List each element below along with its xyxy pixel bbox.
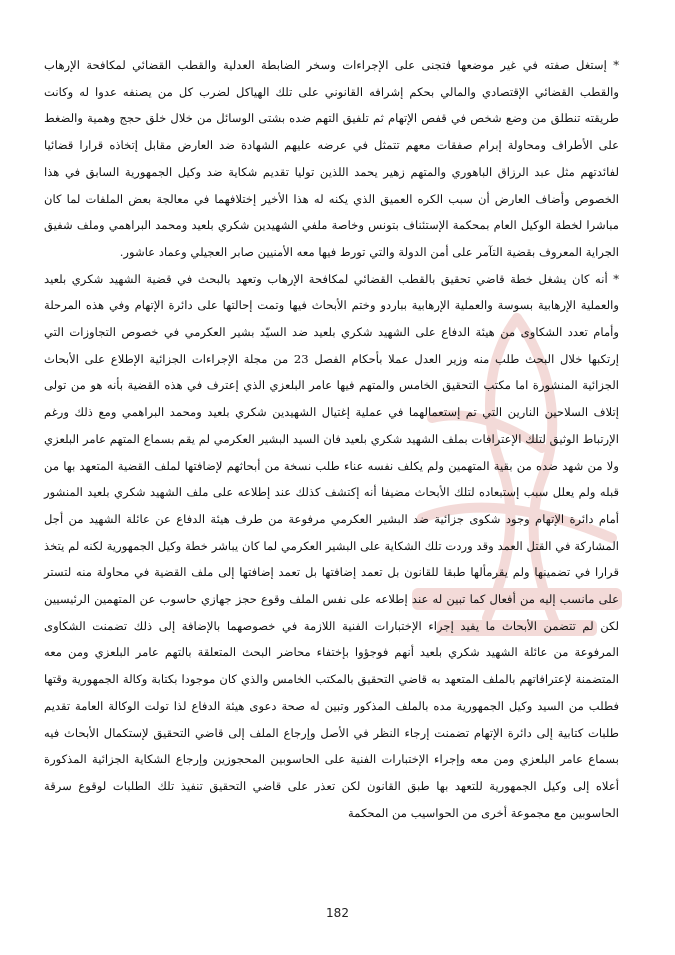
paragraph-1: * إستغل صفته في غير موضعها فتجنى على الإجراءات وسخر الضابطة العدلية والقطب القضائي لمكافحة الإرهاب والقطب القضائي الإقتصادي والمالي بحكم إشرافه القانوني على تلك الهياكل لضرب كل من يصنفه عدوا له وكانت طريقته تنطلق من وضع شخص في قفص الإتهام ثم تلفيق التهم ضده بشتى الوسائل من خلال خلق حجج وهمية والضغط على الأطراف ومحاولة إبرام صفقات معهم تتمثل في عرضه عليهم الشهادة ضد العارض مقابل إتخاذه قرارا قضائيا لفائدتهم مثل عبد الرزاق الباهوري والمتهم زهير يحمد اللذين توليا تقديم شكاية ضد وكيل الجمهورية السابق في هذا الخصوص وأضاف العارض أن سبب الكره العميق الذي يكنه له هذا الأخير إختلافهما في معالجة بعض الملفات لما كان مباشرا لخطة الوكيل العام بمحكمة الإستئناف بتونس وخاصة ملفي الشهيدين شكري بلعيد ومحمد البراهمي وملف شفيق الجراية المعروف بقضية التآمر على أمن الدولة والتي تورط فيها معه الأمنيين صابر العجيلي وعماد عاشور. <box>44 58 619 259</box>
page-number: 182 <box>326 906 349 920</box>
paragraph-2: * أنه كان يشغل خطة قاضي تحقيق بالقطب القضائي لمكافحة الإرهاب وتعهد بالبحث في قضية الشهيد شكري بلعيد والعملية الإرهابية بسوسة والعملية الإرهابية بباردو وختم الأبحاث فيها وتمت إحالتها على دائرة الإتهام وفي هذه المرحلة وأمام تعدد الشكاوى من هيئة الدفاع على الشهيد شكري بلعيد ضد السيّد بشير العكرمي في خصوص التجاوزات التي إرتكبها خلال البحث طلب منه وزير العدل عملا بأحكام الفصل 23 من مجلة الإجراءات الجزائية الإطلاع على الأبحاث الجزائية المنشورة اما مكتب التحقيق الخامس والمتهم فيها عامر البلعزي الذي إعترف في هذه القضية بأنه هو من تولى إتلاف السلاحين النارين التي تم إستعمالهما في عملية إغتيال الشهيدين شكري بلعيد ومحمد البراهمي ومع ذلك ورغم الإرتباط الوثيق لتلك الإعترافات بملف الشهيد شكري بلعيد فان السيد البشير العكرمي لم يقم بسماع المتهم عامر البلعزي ولا من شهد ضده من بقية المتهمين ولم يكلف نفسه عناء طلب نسخة من أبحاثهم لإضافتها لملف القضية المتعهد بها من قبله ولم يعلل سبب إستبعاده لتلك الأبحاث مضيفا أنه إكتشف كذلك عند إطلاعه على ملف الشهيد شكري بلعيد المنشور أمام دائرة الإتهام وجود شكوى جزائية ضد البشير العكرمي مرفوعة من طرف هيئة الدفاع عن عائلة الشهيد من أجل المشاركة في القتل العمد وقد وردت تلك الشكاية على البشير العكرمي لما كان يباشر خطة وكيل الجمهورية لكنه لم يتخذ قرارا في تضمينها ولم يقرمألها طبقا للقانون بل تعمد إضافتها بل تعمد إضافتها إلى ملف القضية في محاولة منه لتستر على مانسب إليه من أفعال كما تبين له عند إطلاعه على نفس الملف وقوع حجز جهازي حاسوب عن المتهمين الرئيسيين لكن لم تتضمن الأبحاث ما يفيد إجراء الإختبارات الفنية اللازمة في خصوصهما بالإضافة إلى ذلك تضمنت الشكاوى المرفوعة من عائلة الشهيد شكري بلعيد أنهم فوجؤوا بإختفاء محاضر البحث المتعلقة بالتهم عامر البلعزي ومن معه المتضمنة لإعترافاتهم بالملف المتعهد به قاضي التحقيق بالمكتب الخامس والذي كان موجودا بكتابة وكالة الجمهورية وقتها فطلب من السيد وكيل الجمهورية مده بالملف المذكور وتبين له صحة دعوى هيئة الدفاع لذا تولت الوكالة العامة تقديم طلبات كتابية إلى دائرة الإتهام تضمنت إرجاء النظر في الأصل وإرجاع الملف إلى قاضي التحقيق لإستكمال الأبحاث فيه بسماع عامر البلعزي ومن معه وإجراء الإختبارات الفنية على الحاسوبين المحجوزين وإرجاع الشكاية الجزائية المذكورة أعلاه إلى وكيل الجمهورية للتعهد بها طبق القانون لكن تعذر على قاضي التحقيق تنفيذ تلك الطلبات لوقوع سرقة الحاسوبين مع مجموعة أخرى من الحواسيب من المحكمة <box>44 271 620 820</box>
body-text <box>44 52 619 826</box>
